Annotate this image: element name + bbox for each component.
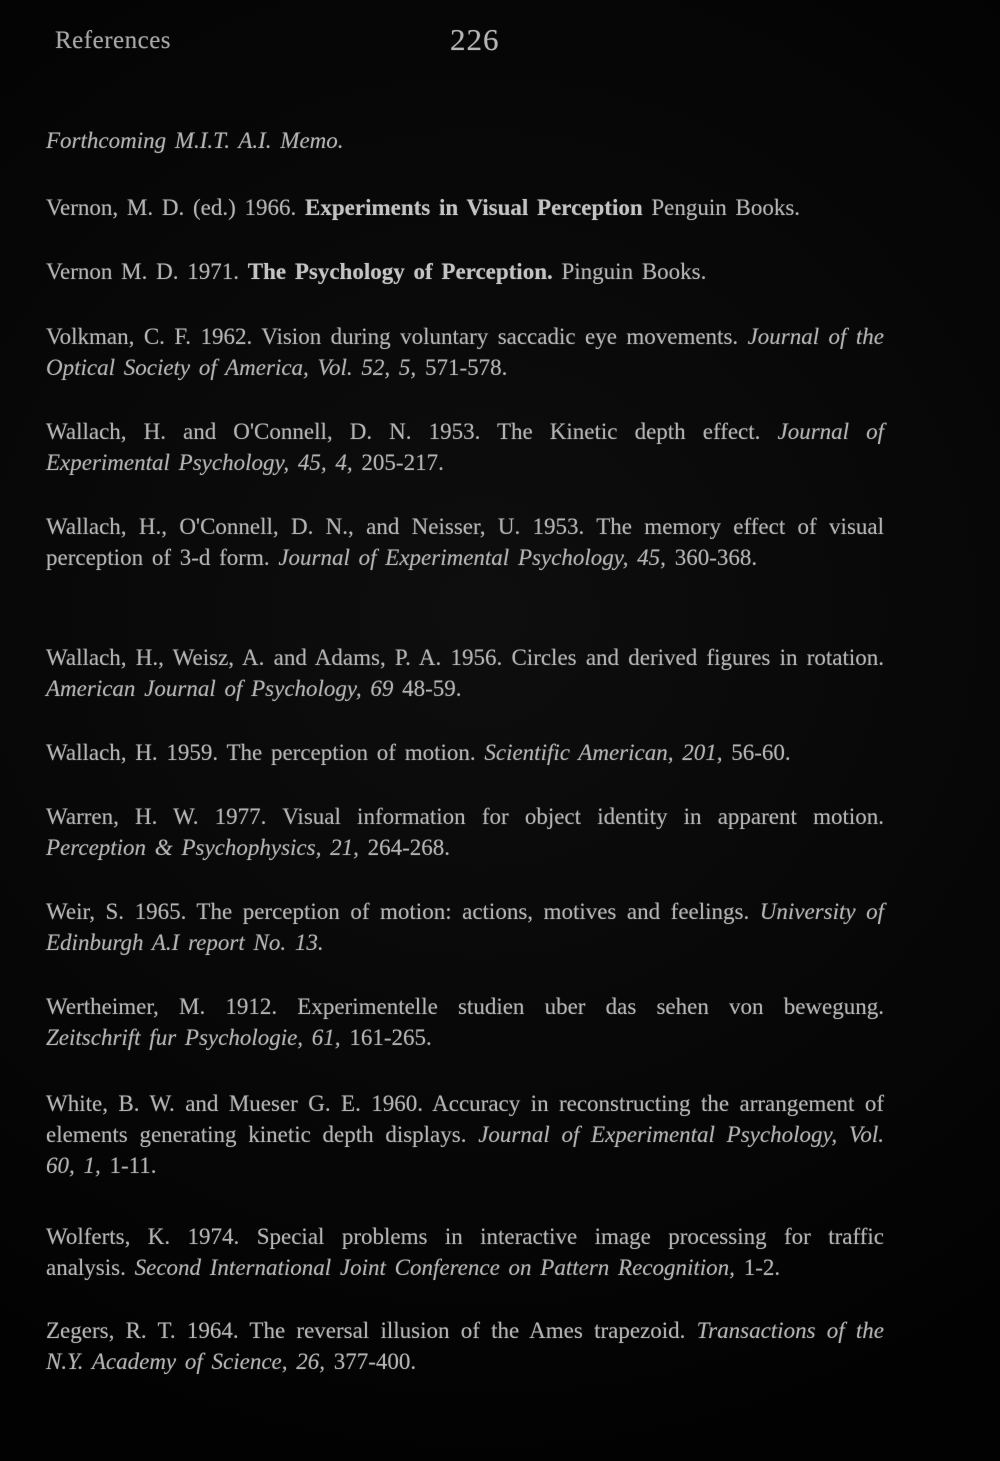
reference-entry: [46, 416, 884, 478]
reference-segment: Warren, H. W. 1977. Visual information for object identity in apparent motion.: [46, 804, 884, 829]
reference-entry: [46, 511, 884, 573]
reference-segment: Experiments in Visual Perception: [305, 195, 652, 220]
reference-segment: Zegers, R. T. 1964. The reversal illusion of the Ames trapezoid.: [46, 1318, 697, 1343]
running-head: References: [55, 27, 172, 54]
reference-segment: 1-11.: [109, 1153, 157, 1178]
reference-segment: Penguin Books.: [651, 195, 801, 220]
reference-segment: 377-400.: [333, 1349, 417, 1374]
reference-segment: Zeitschrift fur Psychologie, 61,: [46, 1025, 350, 1050]
reference-entry: [46, 321, 884, 383]
reference-segment: Forthcoming M.I.T. A.I. Memo.: [46, 128, 344, 153]
reference-segment: The Psychology of Perception.: [247, 259, 562, 284]
reference-segment: Wallach, H. 1959. The perception of motion.: [46, 740, 485, 765]
reference-segment: American Journal of Psychology, 69: [46, 676, 403, 701]
reference-segment: Vernon M. D. 1971.: [46, 259, 248, 284]
reference-entry: [46, 737, 884, 768]
reference-segment: Pinguin Books.: [561, 259, 707, 284]
reference-segment: Wallach, H., O'Connell, D. N., and Neisser, U. 1953. The memory effect of visual perception of 3-d form.: [46, 514, 884, 570]
reference-segment: 56-60.: [731, 740, 791, 765]
reference-entry: [46, 1088, 884, 1181]
reference-segment: White, B. W. and Mueser G. E. 1960. Accuracy in reconstructing the arrangement of elements generating kinetic depth displays.: [46, 1091, 884, 1147]
reference-entry: [46, 801, 884, 863]
reference-entry: [46, 642, 884, 704]
reference-segment: Journal of Experimental Psychology, Vol. 60, 1,: [46, 1122, 885, 1178]
reference-segment: Wallach, H. and O'Connell, D. N. 1953. The Kinetic depth effect.: [46, 419, 778, 444]
reference-segment: 360-368.: [674, 545, 758, 570]
reference-entry: [46, 256, 884, 287]
reference-entry: [46, 1315, 884, 1377]
reference-segment: Journal of the Optical Society of America, Vol. 52, 5,: [46, 324, 884, 380]
page-number: 226: [450, 22, 500, 57]
reference-segment: Vernon, M. D. (ed.) 1966.: [46, 195, 306, 220]
reference-segment: 205-217.: [361, 450, 444, 475]
reference-segment: Perception & Psychophysics, 21,: [46, 835, 368, 860]
reference-segment: Weir, S. 1965. The perception of motion: actions, motives and feelings.: [46, 899, 760, 924]
reference-segment: Second International Joint Conference on Pattern Recognition,: [134, 1255, 744, 1280]
reference-segment: University of Edinburgh A.I report No. 13.: [46, 899, 884, 955]
reference-segment: Journal of Experimental Psychology, 45,: [278, 545, 675, 570]
reference-entry: [46, 192, 884, 223]
reference-segment: Scientific American, 201,: [484, 740, 732, 765]
reference-entry: [46, 1221, 884, 1283]
reference-segment: Transactions of the N.Y. Academy of Science, 26,: [46, 1318, 884, 1374]
reference-segment: Wallach, H., Weisz, A. and Adams, P. A. 1956. Circles and derived figures in rotation.: [46, 645, 884, 670]
reference-entry: [46, 125, 884, 156]
reference-segment: 571-578.: [424, 355, 508, 380]
reference-segment: Wolferts, K. 1974. Special problems in interactive image processing for traffic analysis.: [46, 1224, 884, 1280]
reference-segment: 161-265.: [349, 1025, 432, 1050]
reference-segment: Wertheimer, M. 1912. Experimentelle studien uber das sehen von bewegung.: [46, 994, 884, 1019]
reference-segment: Volkman, C. F. 1962. Vision during voluntary saccadic eye movements.: [46, 324, 748, 349]
reference-segment: 48-59.: [402, 676, 462, 701]
reference-segment: 1-2.: [743, 1255, 781, 1280]
reference-segment: Journal of Experimental Psychology, 45, 4,: [46, 419, 884, 475]
reference-entry: [46, 896, 884, 958]
reference-entry: [46, 991, 884, 1053]
reference-segment: 264-268.: [367, 835, 450, 860]
